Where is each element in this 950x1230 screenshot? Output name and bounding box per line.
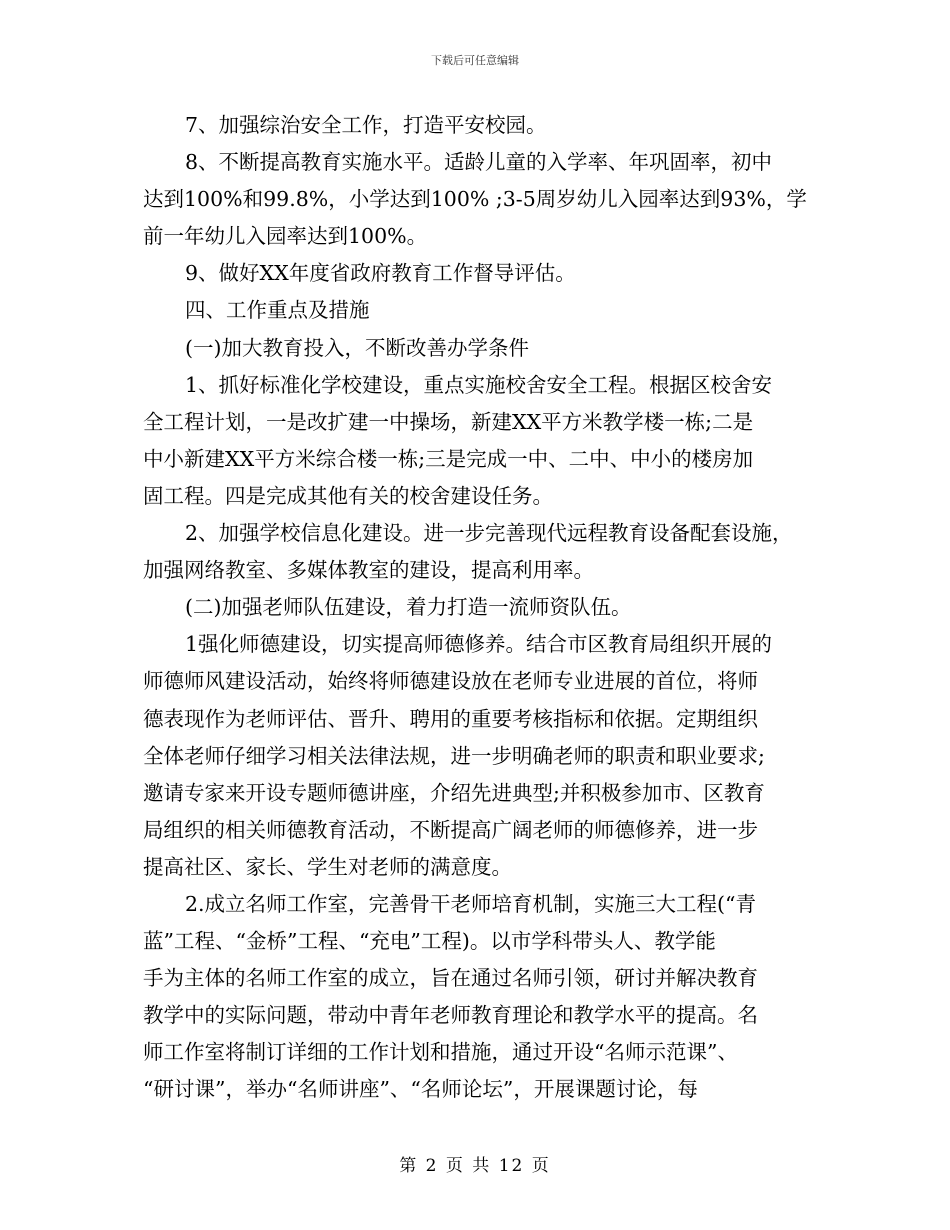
text-line: (二)加强老师队伍建设，着力打造一流师资队伍。 <box>185 595 632 620</box>
text-line: 2、加强学校信息化建设。进一步完善现代远程教育设备配套设施， <box>185 521 793 546</box>
text-line: “研讨课”，举办“名师讲座”、“名师论坛”，开展课题讨论，每 <box>143 1077 698 1102</box>
text-line: 2.成立名师工作室，完善骨干老师培育机制，实施三大工程(“青 <box>185 891 757 916</box>
text-line: 教学中的实际问题，带动中青年老师教育理论和教学水平的提高。名 <box>143 1003 758 1028</box>
text-line: 全体老师仔细学习相关法律法规，进一步明确老师的职责和职业要求; <box>143 743 765 768</box>
header-note: 下载后可任意编辑 <box>431 54 519 67</box>
text-line: 8、不断提高教育实施水平。适龄儿童的入学率、年巩固率，初中 <box>185 150 773 175</box>
text-line: 固工程。四是完成其他有关的校舍建设任务。 <box>143 483 553 508</box>
text-line: 四、工作重点及措施 <box>185 298 370 323</box>
text-line: 全工程计划，一是改扩建一中操场，新建XX平方米教学楼一栋;二是 <box>143 409 754 434</box>
text-line: 局组织的相关师德教育活动，不断提高广阔老师的师德修养，进一步 <box>143 817 758 842</box>
text-line: 师工作室将制订详细的工作计划和措施，通过开设“名师示范课”、 <box>143 1040 738 1065</box>
text-line: 提高社区、家长、学生对老师的满意度。 <box>143 854 512 879</box>
page-number: 第 2 页 共 12 页 <box>399 1156 551 1176</box>
text-line: 蓝”工程、“金桥”工程、“充电”工程)。以市学科带头人、教学能 <box>143 929 716 954</box>
text-line: 达到100%和99.8%，小学达到100% ;3-5周岁幼儿入园率达到93%，学 <box>143 187 807 212</box>
text-line: 前一年幼儿入园率达到100%。 <box>143 224 428 249</box>
text-line: 1、抓好标准化学校建设，重点实施校舍安全工程。根据区校舍安 <box>185 372 773 397</box>
text-line: 手为主体的名师工作室的成立，旨在通过名师引领，研讨并解决教育 <box>143 966 758 991</box>
text-line: 邀请专家来开设专题师德讲座，介绍先进典型;并积极参加市、区教育 <box>143 780 765 805</box>
text-line: 师德师风建设活动，始终将师德建设放在老师专业进展的首位，将师 <box>143 669 758 694</box>
text-line: 加强网络教室、多媒体教室的建设，提高利用率。 <box>143 558 594 583</box>
text-line: 德表现作为老师评估、晋升、聘用的重要考核指标和依据。定期组织 <box>143 706 758 731</box>
document-body <box>143 107 815 1109</box>
text-line: 1强化师德建设，切实提高师德修养。结合市区教育局组织开展的 <box>185 632 773 657</box>
text-line: 9、做好XX年度省政府教育工作督导评估。 <box>185 261 576 286</box>
text-line: (一)加大教育投入，不断改善办学条件 <box>185 335 529 360</box>
text-line: 中小新建XX平方米综合楼一栋;三是完成一中、二中、中小的楼房加 <box>143 446 754 471</box>
text-line: 7、加强综治安全工作，打造平安校园。 <box>185 113 547 137</box>
